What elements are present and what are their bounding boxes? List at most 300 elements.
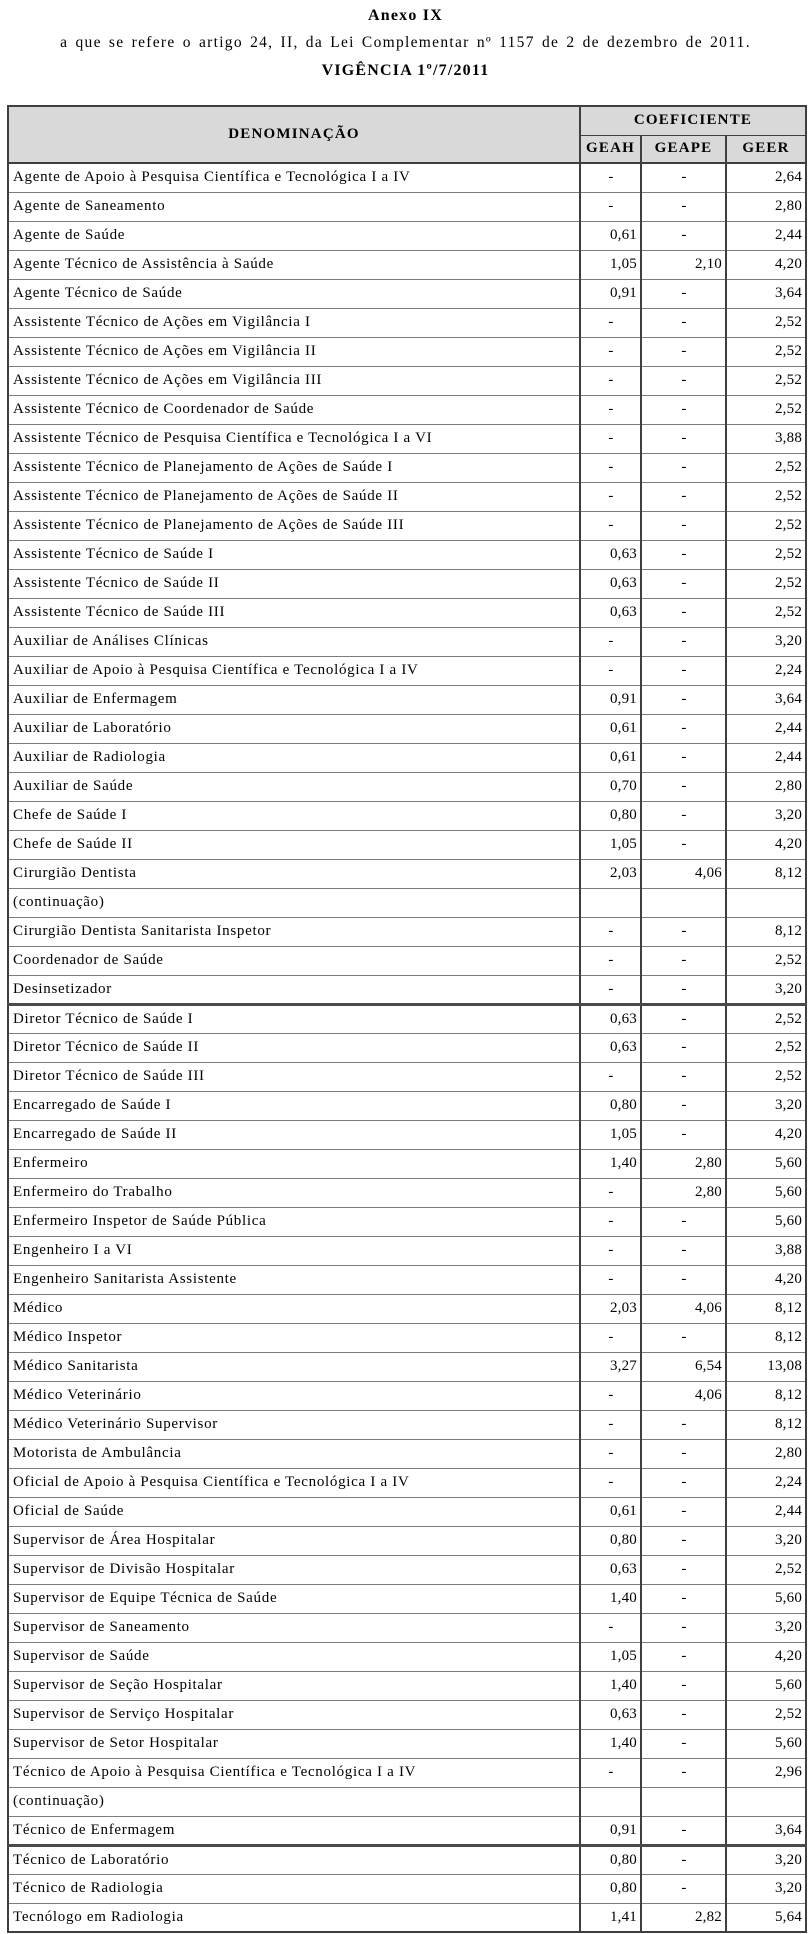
geape-cell: - bbox=[641, 975, 726, 1004]
geape-cell: - bbox=[641, 946, 726, 975]
geer-cell: 2,52 bbox=[726, 366, 806, 395]
geer-cell: 2,52 bbox=[726, 395, 806, 424]
geer-cell: 3,20 bbox=[726, 1526, 806, 1555]
table-row bbox=[8, 366, 806, 395]
denominacao-cell: (continuação) bbox=[8, 888, 580, 917]
coefficient-table-header bbox=[8, 106, 806, 163]
geah-cell: 0,80 bbox=[580, 1845, 641, 1874]
geape-cell: - bbox=[641, 656, 726, 685]
geah-cell: 1,40 bbox=[580, 1149, 641, 1178]
denominacao-cell: Médico Veterinário bbox=[8, 1381, 580, 1410]
table-row bbox=[8, 1468, 806, 1497]
denominacao-cell: Supervisor de Área Hospitalar bbox=[8, 1526, 580, 1555]
geape-cell: - bbox=[641, 1265, 726, 1294]
geah-cell: 2,03 bbox=[580, 1294, 641, 1323]
geape-cell: - bbox=[641, 1323, 726, 1352]
geah-cell: - bbox=[580, 946, 641, 975]
table-row bbox=[8, 1787, 806, 1816]
column-header-geer: GEER bbox=[726, 135, 806, 163]
table-row bbox=[8, 772, 806, 801]
geer-cell: 8,12 bbox=[726, 1323, 806, 1352]
geah-cell: - bbox=[580, 395, 641, 424]
geer-cell: 13,08 bbox=[726, 1352, 806, 1381]
table-row bbox=[8, 1352, 806, 1381]
table-row bbox=[8, 308, 806, 337]
geer-cell: 8,12 bbox=[726, 1410, 806, 1439]
geer-cell: 2,24 bbox=[726, 1468, 806, 1497]
geape-cell: - bbox=[641, 395, 726, 424]
geah-cell: - bbox=[580, 482, 641, 511]
table-row bbox=[8, 337, 806, 366]
geah-cell: - bbox=[580, 1381, 641, 1410]
table-row bbox=[8, 1439, 806, 1468]
geah-cell: - bbox=[580, 1207, 641, 1236]
geah-cell: - bbox=[580, 337, 641, 366]
geah-cell: - bbox=[580, 1613, 641, 1642]
geah-cell bbox=[580, 1787, 641, 1816]
geape-cell: 2,80 bbox=[641, 1149, 726, 1178]
denominacao-cell: Enfermeiro Inspetor de Saúde Pública bbox=[8, 1207, 580, 1236]
denominacao-cell: Assistente Técnico de Ações em Vigilância III bbox=[8, 366, 580, 395]
geah-cell: 0,80 bbox=[580, 801, 641, 830]
geer-cell: 2,80 bbox=[726, 772, 806, 801]
geape-cell: - bbox=[641, 163, 726, 192]
geer-cell: 2,96 bbox=[726, 1758, 806, 1787]
denominacao-cell: Diretor Técnico de Saúde III bbox=[8, 1062, 580, 1091]
geah-cell: 1,40 bbox=[580, 1729, 641, 1758]
geape-cell: - bbox=[641, 1033, 726, 1062]
table-row bbox=[8, 1178, 806, 1207]
geer-cell: 2,80 bbox=[726, 1439, 806, 1468]
table-row bbox=[8, 569, 806, 598]
table-row bbox=[8, 1004, 806, 1033]
geer-cell: 2,24 bbox=[726, 656, 806, 685]
geape-cell: - bbox=[641, 1468, 726, 1497]
geer-cell: 2,52 bbox=[726, 482, 806, 511]
denominacao-cell: Assistente Técnico de Planejamento de Ações de Saúde I bbox=[8, 453, 580, 482]
geah-cell: 0,63 bbox=[580, 540, 641, 569]
geape-cell: - bbox=[641, 511, 726, 540]
geer-cell: 3,20 bbox=[726, 1091, 806, 1120]
geah-cell: 0,91 bbox=[580, 1816, 641, 1845]
denominacao-cell: Técnico de Apoio à Pesquisa Científica e Tecnológica I a IV bbox=[8, 1758, 580, 1787]
geer-cell: 2,52 bbox=[726, 598, 806, 627]
denominacao-cell: Supervisor de Serviço Hospitalar bbox=[8, 1700, 580, 1729]
table-row bbox=[8, 830, 806, 859]
denominacao-cell: Enfermeiro do Trabalho bbox=[8, 1178, 580, 1207]
geape-cell: 2,10 bbox=[641, 250, 726, 279]
geape-cell: - bbox=[641, 685, 726, 714]
geape-cell: - bbox=[641, 1004, 726, 1033]
geape-cell: - bbox=[641, 1874, 726, 1903]
table-row bbox=[8, 1265, 806, 1294]
geer-cell: 5,60 bbox=[726, 1207, 806, 1236]
table-row bbox=[8, 917, 806, 946]
geah-cell: 0,61 bbox=[580, 221, 641, 250]
denominacao-cell: Assistente Técnico de Planejamento de Ações de Saúde III bbox=[8, 511, 580, 540]
denominacao-cell: Médico Sanitarista bbox=[8, 1352, 580, 1381]
geape-cell: - bbox=[641, 1410, 726, 1439]
geer-cell: 2,44 bbox=[726, 714, 806, 743]
geah-cell bbox=[580, 888, 641, 917]
table-row bbox=[8, 1062, 806, 1091]
geah-cell: 0,91 bbox=[580, 279, 641, 308]
geah-cell: - bbox=[580, 308, 641, 337]
geape-cell: - bbox=[641, 337, 726, 366]
geer-cell: 2,52 bbox=[726, 453, 806, 482]
geape-cell: - bbox=[641, 308, 726, 337]
denominacao-cell: Diretor Técnico de Saúde I bbox=[8, 1004, 580, 1033]
denominacao-cell: Coordenador de Saúde bbox=[8, 946, 580, 975]
table-row bbox=[8, 1816, 806, 1845]
denominacao-cell: Assistente Técnico de Saúde II bbox=[8, 569, 580, 598]
coefficient-table bbox=[7, 105, 807, 1933]
geah-cell: - bbox=[580, 1236, 641, 1265]
geape-cell bbox=[641, 888, 726, 917]
geer-cell bbox=[726, 1787, 806, 1816]
denominacao-cell: Cirurgião Dentista Sanitarista Inspetor bbox=[8, 917, 580, 946]
table-row bbox=[8, 424, 806, 453]
denominacao-cell: Auxiliar de Apoio à Pesquisa Científica e Tecnológica I a IV bbox=[8, 656, 580, 685]
geer-cell: 2,52 bbox=[726, 1555, 806, 1584]
table-row bbox=[8, 1091, 806, 1120]
geah-cell: - bbox=[580, 1265, 641, 1294]
geah-cell: - bbox=[580, 424, 641, 453]
denominacao-cell: Assistente Técnico de Saúde III bbox=[8, 598, 580, 627]
geape-cell: - bbox=[641, 1555, 726, 1584]
geape-cell: 4,06 bbox=[641, 1381, 726, 1410]
geer-cell: 8,12 bbox=[726, 859, 806, 888]
geah-cell: - bbox=[580, 627, 641, 656]
geah-cell: 1,05 bbox=[580, 250, 641, 279]
geer-cell: 3,20 bbox=[726, 1874, 806, 1903]
denominacao-cell: Agente de Apoio à Pesquisa Científica e Tecnológica I a IV bbox=[8, 163, 580, 192]
geer-cell: 2,64 bbox=[726, 163, 806, 192]
table-row bbox=[8, 1758, 806, 1787]
geah-cell: 0,63 bbox=[580, 1700, 641, 1729]
denominacao-cell: Agente Técnico de Saúde bbox=[8, 279, 580, 308]
geape-cell: 4,06 bbox=[641, 859, 726, 888]
geape-cell: - bbox=[641, 714, 726, 743]
geah-cell: 0,80 bbox=[580, 1526, 641, 1555]
table-row bbox=[8, 511, 806, 540]
geer-cell: 2,52 bbox=[726, 540, 806, 569]
table-row bbox=[8, 685, 806, 714]
table-row bbox=[8, 453, 806, 482]
geer-cell: 4,20 bbox=[726, 1265, 806, 1294]
geer-cell: 5,64 bbox=[726, 1903, 806, 1932]
geape-cell: 6,54 bbox=[641, 1352, 726, 1381]
coefficient-table-body bbox=[8, 163, 806, 1932]
table-row bbox=[8, 1381, 806, 1410]
geah-cell: 0,70 bbox=[580, 772, 641, 801]
geer-cell: 5,60 bbox=[726, 1584, 806, 1613]
geer-cell: 3,20 bbox=[726, 627, 806, 656]
geah-cell: - bbox=[580, 975, 641, 1004]
denominacao-cell: Assistente Técnico de Ações em Vigilância I bbox=[8, 308, 580, 337]
table-row bbox=[8, 1526, 806, 1555]
geah-cell: - bbox=[580, 366, 641, 395]
geape-cell: - bbox=[641, 1729, 726, 1758]
header-row-top bbox=[8, 106, 806, 135]
table-row bbox=[8, 1584, 806, 1613]
geape-cell: - bbox=[641, 627, 726, 656]
geape-cell: - bbox=[641, 1526, 726, 1555]
table-row bbox=[8, 163, 806, 192]
geer-cell: 8,12 bbox=[726, 1381, 806, 1410]
geah-cell: - bbox=[580, 1439, 641, 1468]
geer-cell: 3,88 bbox=[726, 1236, 806, 1265]
geape-cell: - bbox=[641, 1584, 726, 1613]
geer-cell: 2,52 bbox=[726, 569, 806, 598]
denominacao-cell: (continuação) bbox=[8, 1787, 580, 1816]
geape-cell: - bbox=[641, 279, 726, 308]
table-row bbox=[8, 1497, 806, 1526]
geah-cell: 1,40 bbox=[580, 1671, 641, 1700]
geer-cell: 2,52 bbox=[726, 1033, 806, 1062]
denominacao-cell: Médico Veterinário Supervisor bbox=[8, 1410, 580, 1439]
geape-cell: - bbox=[641, 1120, 726, 1149]
geer-cell: 3,20 bbox=[726, 1845, 806, 1874]
geah-cell: - bbox=[580, 192, 641, 221]
geer-cell: 2,52 bbox=[726, 946, 806, 975]
table-row bbox=[8, 975, 806, 1004]
geape-cell: - bbox=[641, 743, 726, 772]
denominacao-cell: Encarregado de Saúde II bbox=[8, 1120, 580, 1149]
geer-cell: 2,44 bbox=[726, 1497, 806, 1526]
table-row bbox=[8, 279, 806, 308]
denominacao-cell: Auxiliar de Enfermagem bbox=[8, 685, 580, 714]
geape-cell: - bbox=[641, 1497, 726, 1526]
table-row bbox=[8, 627, 806, 656]
geer-cell: 4,20 bbox=[726, 1120, 806, 1149]
table-row bbox=[8, 1874, 806, 1903]
denominacao-cell: Assistente Técnico de Saúde I bbox=[8, 540, 580, 569]
geape-cell: - bbox=[641, 366, 726, 395]
geah-cell: - bbox=[580, 917, 641, 946]
denominacao-cell: Auxiliar de Saúde bbox=[8, 772, 580, 801]
reference-line: a que se refere o artigo 24, II, da Lei Complementar nº 1157 de 2 de dezembro de 2011. bbox=[60, 34, 751, 51]
denominacao-cell: Enfermeiro bbox=[8, 1149, 580, 1178]
table-row bbox=[8, 801, 806, 830]
column-header-geah: GEAH bbox=[580, 135, 641, 163]
geer-cell: 5,60 bbox=[726, 1149, 806, 1178]
geape-cell: - bbox=[641, 1642, 726, 1671]
geah-cell: 0,63 bbox=[580, 1004, 641, 1033]
geah-cell: 0,63 bbox=[580, 598, 641, 627]
denominacao-cell: Oficial de Saúde bbox=[8, 1497, 580, 1526]
table-row bbox=[8, 1671, 806, 1700]
geah-cell: 2,03 bbox=[580, 859, 641, 888]
table-row bbox=[8, 1294, 806, 1323]
geah-cell: - bbox=[580, 1323, 641, 1352]
geape-cell: - bbox=[641, 1613, 726, 1642]
geape-cell: - bbox=[641, 453, 726, 482]
table-row bbox=[8, 540, 806, 569]
geer-cell: 5,60 bbox=[726, 1178, 806, 1207]
denominacao-cell: Oficial de Apoio à Pesquisa Científica e Tecnológica I a IV bbox=[8, 1468, 580, 1497]
geer-cell: 2,52 bbox=[726, 511, 806, 540]
geer-cell: 3,64 bbox=[726, 685, 806, 714]
geah-cell: 1,05 bbox=[580, 830, 641, 859]
geah-cell: 1,05 bbox=[580, 1120, 641, 1149]
denominacao-cell: Assistente Técnico de Pesquisa Científica e Tecnológica I a VI bbox=[8, 424, 580, 453]
geer-cell: 4,20 bbox=[726, 250, 806, 279]
table-row bbox=[8, 221, 806, 250]
denominacao-cell: Supervisor de Seção Hospitalar bbox=[8, 1671, 580, 1700]
denominacao-cell: Agente de Saúde bbox=[8, 221, 580, 250]
table-row bbox=[8, 714, 806, 743]
table-row bbox=[8, 1613, 806, 1642]
geape-cell: - bbox=[641, 1671, 726, 1700]
denominacao-cell: Motorista de Ambulância bbox=[8, 1439, 580, 1468]
geer-cell: 8,12 bbox=[726, 917, 806, 946]
table-row bbox=[8, 1149, 806, 1178]
geah-cell: - bbox=[580, 511, 641, 540]
table-row bbox=[8, 888, 806, 917]
denominacao-cell: Supervisor de Saúde bbox=[8, 1642, 580, 1671]
table-row bbox=[8, 656, 806, 685]
column-header-coeficiente: COEFICIENTE bbox=[580, 106, 806, 135]
table-row bbox=[8, 946, 806, 975]
geah-cell: 0,63 bbox=[580, 1555, 641, 1584]
geape-cell: - bbox=[641, 917, 726, 946]
annex-title: Anexo IX bbox=[368, 7, 443, 24]
geah-cell: - bbox=[580, 1468, 641, 1497]
geer-cell: 2,80 bbox=[726, 192, 806, 221]
geah-cell: - bbox=[580, 1062, 641, 1091]
denominacao-cell: Médico bbox=[8, 1294, 580, 1323]
geape-cell: - bbox=[641, 1816, 726, 1845]
geer-cell bbox=[726, 888, 806, 917]
table-row bbox=[8, 1903, 806, 1932]
geer-cell: 2,52 bbox=[726, 1700, 806, 1729]
geape-cell: - bbox=[641, 801, 726, 830]
denominacao-cell: Assistente Técnico de Coordenador de Saúde bbox=[8, 395, 580, 424]
geah-cell: - bbox=[580, 656, 641, 685]
table-row bbox=[8, 1845, 806, 1874]
denominacao-cell: Chefe de Saúde II bbox=[8, 830, 580, 859]
column-header-denominacao: DENOMINAÇÃO bbox=[8, 106, 580, 163]
denominacao-cell: Supervisor de Saneamento bbox=[8, 1613, 580, 1642]
geape-cell: 2,82 bbox=[641, 1903, 726, 1932]
denominacao-cell: Agente de Saneamento bbox=[8, 192, 580, 221]
denominacao-cell: Supervisor de Divisão Hospitalar bbox=[8, 1555, 580, 1584]
geape-cell: 2,80 bbox=[641, 1178, 726, 1207]
geape-cell: - bbox=[641, 598, 726, 627]
denominacao-cell: Supervisor de Equipe Técnica de Saúde bbox=[8, 1584, 580, 1613]
geah-cell: - bbox=[580, 1758, 641, 1787]
table-row bbox=[8, 1555, 806, 1584]
geah-cell: 0,63 bbox=[580, 1033, 641, 1062]
geer-cell: 2,44 bbox=[726, 221, 806, 250]
table-row bbox=[8, 1410, 806, 1439]
denominacao-cell: Tecnólogo em Radiologia bbox=[8, 1903, 580, 1932]
geape-cell: 4,06 bbox=[641, 1294, 726, 1323]
geer-cell: 3,64 bbox=[726, 279, 806, 308]
geah-cell: 0,61 bbox=[580, 714, 641, 743]
geape-cell: - bbox=[641, 1207, 726, 1236]
geah-cell: 3,27 bbox=[580, 1352, 641, 1381]
denominacao-cell: Diretor Técnico de Saúde II bbox=[8, 1033, 580, 1062]
geah-cell: 0,61 bbox=[580, 1497, 641, 1526]
geer-cell: 5,60 bbox=[726, 1671, 806, 1700]
geer-cell: 2,52 bbox=[726, 337, 806, 366]
denominacao-cell: Assistente Técnico de Ações em Vigilância II bbox=[8, 337, 580, 366]
geape-cell: - bbox=[641, 1845, 726, 1874]
denominacao-cell: Auxiliar de Análises Clínicas bbox=[8, 627, 580, 656]
geer-cell: 3,88 bbox=[726, 424, 806, 453]
table-row bbox=[8, 1323, 806, 1352]
table-row bbox=[8, 598, 806, 627]
geer-cell: 3,20 bbox=[726, 801, 806, 830]
denominacao-cell: Auxiliar de Laboratório bbox=[8, 714, 580, 743]
table-row bbox=[8, 250, 806, 279]
geer-cell: 2,52 bbox=[726, 308, 806, 337]
geah-cell: 0,91 bbox=[580, 685, 641, 714]
column-header-geape: GEAPE bbox=[641, 135, 726, 163]
geape-cell: - bbox=[641, 424, 726, 453]
geer-cell: 3,20 bbox=[726, 975, 806, 1004]
denominacao-cell: Cirurgião Dentista bbox=[8, 859, 580, 888]
table-row bbox=[8, 1033, 806, 1062]
geah-cell: 1,05 bbox=[580, 1642, 641, 1671]
denominacao-cell: Desinsetizador bbox=[8, 975, 580, 1004]
denominacao-cell: Técnico de Radiologia bbox=[8, 1874, 580, 1903]
geer-cell: 4,20 bbox=[726, 1642, 806, 1671]
geape-cell: - bbox=[641, 569, 726, 598]
geer-cell: 4,20 bbox=[726, 830, 806, 859]
geer-cell: 8,12 bbox=[726, 1294, 806, 1323]
geah-cell: - bbox=[580, 1178, 641, 1207]
geape-cell: - bbox=[641, 830, 726, 859]
geape-cell: - bbox=[641, 772, 726, 801]
geer-cell: 2,52 bbox=[726, 1004, 806, 1033]
effective-date-line: VIGÊNCIA 1º/7/2011 bbox=[321, 62, 490, 79]
table-row bbox=[8, 1729, 806, 1758]
geah-cell: - bbox=[580, 163, 641, 192]
denominacao-cell: Técnico de Laboratório bbox=[8, 1845, 580, 1874]
geape-cell: - bbox=[641, 1091, 726, 1120]
geah-cell: 0,63 bbox=[580, 569, 641, 598]
geah-cell: 1,40 bbox=[580, 1584, 641, 1613]
geape-cell: - bbox=[641, 1439, 726, 1468]
geah-cell: - bbox=[580, 1410, 641, 1439]
geape-cell: - bbox=[641, 482, 726, 511]
table-row bbox=[8, 743, 806, 772]
geape-cell bbox=[641, 1787, 726, 1816]
geer-cell: 5,60 bbox=[726, 1729, 806, 1758]
geape-cell: - bbox=[641, 1758, 726, 1787]
geape-cell: - bbox=[641, 540, 726, 569]
table-row bbox=[8, 1700, 806, 1729]
table-row bbox=[8, 482, 806, 511]
geah-cell: 0,61 bbox=[580, 743, 641, 772]
geape-cell: - bbox=[641, 1700, 726, 1729]
geer-cell: 2,52 bbox=[726, 1062, 806, 1091]
denominacao-cell: Supervisor de Setor Hospitalar bbox=[8, 1729, 580, 1758]
table-row bbox=[8, 1207, 806, 1236]
table-row bbox=[8, 1236, 806, 1265]
table-row bbox=[8, 395, 806, 424]
geer-cell: 2,44 bbox=[726, 743, 806, 772]
table-row bbox=[8, 1120, 806, 1149]
denominacao-cell: Engenheiro Sanitarista Assistente bbox=[8, 1265, 580, 1294]
geah-cell: 0,80 bbox=[580, 1874, 641, 1903]
denominacao-cell: Auxiliar de Radiologia bbox=[8, 743, 580, 772]
table-row bbox=[8, 192, 806, 221]
table-row bbox=[8, 1642, 806, 1671]
